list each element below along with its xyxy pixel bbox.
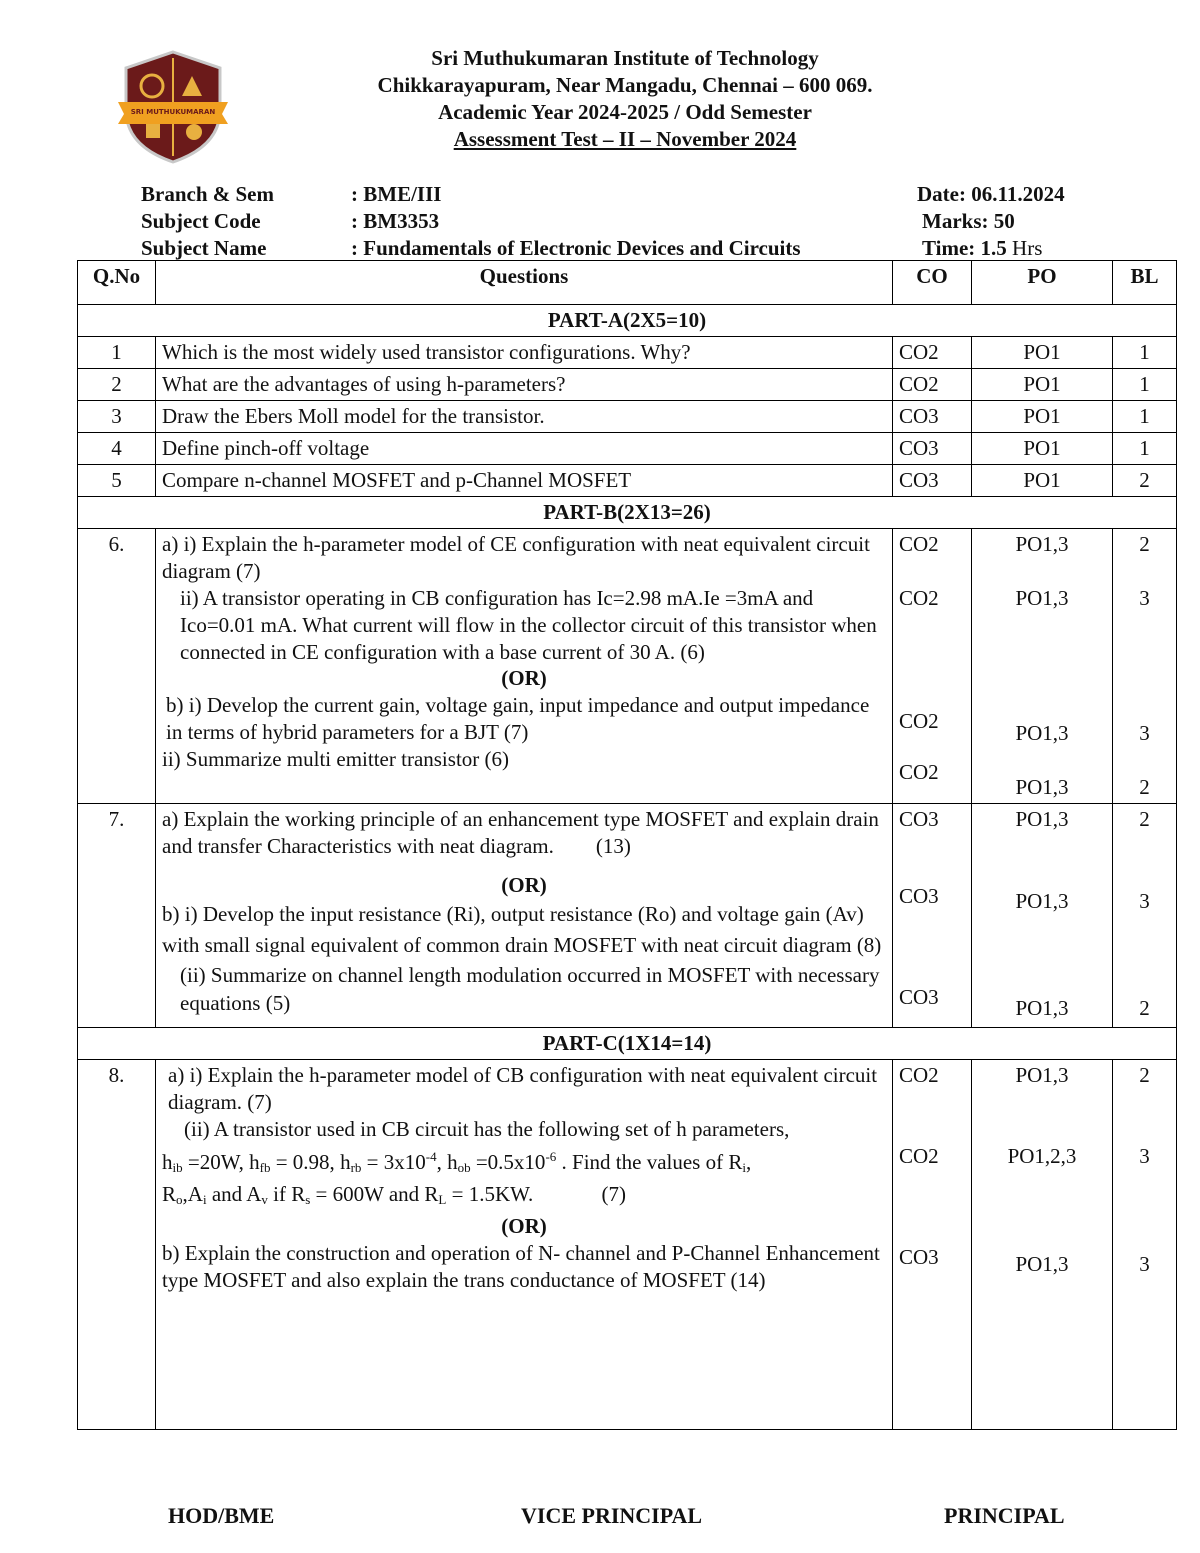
institute-address: Chikkarayapuram, Near Mangadu, Chennai – 600 069. [377,73,873,97]
branch-value: : BME/III [351,182,442,206]
co-cell: CO2 [893,369,972,401]
qno-cell: 2 [78,369,156,401]
po-cell [972,1060,1113,1430]
question-cell [156,1060,893,1430]
part-a-heading: PART-A(2X5=10) [78,305,1177,337]
bl-cell: 1 [1113,369,1177,401]
po-cell [972,804,1113,1028]
qno-cell: 8. [78,1060,156,1430]
co-value: CO2 [899,532,939,556]
bl-value: 3 [1139,721,1150,745]
co-cell [893,529,972,804]
qno-cell: 4 [78,433,156,465]
po-value: PO1,3 [1015,889,1069,913]
po-cell: PO1 [972,465,1113,497]
co-cell: CO3 [893,433,972,465]
co-cell [893,1060,972,1430]
co-value: CO3 [899,985,939,1009]
q8-find-values: $R_o,A_i$ and $A_v$ if $R_s = 600W$ and $R_L = 1.5KW$. (7) [162,1182,627,1207]
code-label: Subject Code [141,209,261,233]
co-value: CO2 [899,586,939,610]
bl-cell [1113,804,1177,1028]
logo-text: SRI MUTHUKUMARAN [130,108,216,116]
question-table [77,260,1177,1430]
table-row [78,465,1177,497]
bl-value: 2 [1139,775,1150,799]
bl-cell: 1 [1113,433,1177,465]
qno-cell: 1 [78,337,156,369]
po-cell: PO1 [972,433,1113,465]
q6-a2: ii) A transistor operating in CB configuration has Ic=2.98 mA.Ie =3mA and Ico=0.01 mA. What current will flow in the collector circuit of this transistor when connected in CE configuration with a base current of 30 A. (6) [180,586,877,664]
col-questions: Questions [156,261,893,305]
po-value: PO1,3 [1015,532,1069,556]
q7-b1: b) i) Develop the input resistance (Ri), output resistance (Ro) and voltage gain (Av) with small signal equivalent of common drain MOSFET with neat circuit diagram (8) [162,902,882,957]
co-value: CO3 [899,884,939,908]
col-co: CO [893,261,972,305]
qno-cell: 5 [78,465,156,497]
exam-marks: Marks: 50 [922,209,1015,233]
branch-label: Branch & Sem [141,182,274,206]
co-value: CO2 [899,1144,939,1168]
co-value: CO2 [899,1063,939,1087]
table-row [78,401,1177,433]
bl-cell [1113,529,1177,804]
po-cell: PO1 [972,369,1113,401]
q8-h-params: $h_{ib} =20W$, $h_{fb} = 0.98$, $h_{rb} = 3x10^{-4}$, $h_{ob} =0.5x10^{-6}$ . Find the values of $R_i$, [162,1149,752,1175]
bl-value: 3 [1139,586,1150,610]
question-cell: What are the advantages of using h-parameters? [156,369,893,401]
col-qno: Q.No [78,261,156,305]
test-title: Assessment Test – II – November 2024 [453,127,797,151]
bl-cell: 1 [1113,401,1177,433]
bl-value: 2 [1139,532,1150,556]
name-value: : Fundamentals of Electronic Devices and Circuits [351,236,801,260]
q6-a1: a) i) Explain the h-parameter model of CE configuration with neat equivalent circuit diagram (7) [162,532,870,583]
institute-logo [116,48,230,166]
po-cell [972,529,1113,804]
co-value: CO3 [899,1245,939,1269]
q7-b2: (ii) Summarize on channel length modulation occurred in MOSFET with necessary equations (5) [180,963,880,1015]
exam-date: Date: 06.11.2024 [917,182,1065,206]
question-cell: Compare n-channel MOSFET and p-Channel MOSFET [156,465,893,497]
shield-emblem-icon [116,48,230,166]
question-cell: Define pinch-off voltage [156,433,893,465]
qno-cell: 3 [78,401,156,433]
po-value: PO1,3 [1015,586,1069,610]
bl-cell [1113,1060,1177,1430]
po-cell: PO1 [972,401,1113,433]
po-value: PO1,3 [1015,1252,1069,1276]
q8-a2-intro: (ii) A transistor used in CB circuit has the following set of h parameters, [184,1117,790,1141]
q8-a1: a) i) Explain the h-parameter model of CB configuration with neat equivalent circuit diagram. (7) [168,1063,878,1114]
po-value: PO1,3 [1015,807,1069,831]
question-cell [156,804,893,1028]
co-value: CO3 [899,807,939,831]
exam-time: Time: 1.5 Hrs [922,236,1043,260]
qno-cell: 7. [78,804,156,1028]
po-value: PO1,3 [1015,721,1069,745]
q6-b2: ii) Summarize multi emitter transistor (6) [162,747,510,771]
table-row [78,369,1177,401]
bl-cell: 2 [1113,465,1177,497]
bl-cell: 1 [1113,337,1177,369]
part-c-heading: PART-C(1X14=14) [78,1028,1177,1060]
col-po: PO [972,261,1113,305]
bl-value: 2 [1139,996,1150,1020]
po-value: PO1,3 [1015,775,1069,799]
or-separator: (OR) [501,873,547,897]
qno-cell: 6. [78,529,156,804]
bl-value: 3 [1139,1252,1150,1276]
bl-value: 2 [1139,807,1150,831]
question-cell [156,529,893,804]
name-label: Subject Name [141,236,267,260]
table-row [78,804,1177,1028]
code-value: : BM3353 [351,209,440,233]
bl-value: 3 [1139,889,1150,913]
table-row [78,1060,1177,1430]
po-cell: PO1 [972,337,1113,369]
bl-value: 3 [1139,1144,1150,1168]
vice-principal-signature: VICE PRINCIPAL [521,1503,703,1528]
or-separator: (OR) [501,666,547,690]
academic-year: Academic Year 2024-2025 / Odd Semester [438,100,812,124]
q8-b: b) Explain the construction and operation of N- channel and P-Channel Enhancement type MOSFET and also explain the trans conductance of MOSFET (14) [162,1241,880,1292]
table-row [78,337,1177,369]
question-cell: Which is the most widely used transistor configurations. Why? [156,337,893,369]
hod-signature: HOD/BME [168,1503,275,1528]
table-row [78,529,1177,804]
table-header-row [78,261,1177,305]
co-value: CO2 [899,760,939,784]
institute-name: Sri Muthukumaran Institute of Technology [431,46,819,70]
po-value: PO1,2,3 [1007,1144,1077,1168]
table-row [78,433,1177,465]
co-cell: CO2 [893,337,972,369]
po-value: PO1,3 [1015,1063,1069,1087]
q7-a: a) Explain the working principle of an enhancement type MOSFET and explain drain and transfer Characteristics with neat diagram. (13) [162,807,879,858]
co-cell [893,804,972,1028]
co-cell: CO3 [893,401,972,433]
bl-value: 2 [1139,1063,1150,1087]
po-value: PO1,3 [1015,996,1069,1020]
question-cell: Draw the Ebers Moll model for the transistor. [156,401,893,433]
part-b-heading: PART-B(2X13=26) [78,497,1177,529]
principal-signature: PRINCIPAL [944,1503,1065,1528]
q6-b1: b) i) Develop the current gain, voltage gain, input impedance and output impedance in terms of hybrid parameters for a BJT (7) [166,693,870,744]
co-cell: CO3 [893,465,972,497]
co-value: CO2 [899,709,939,733]
col-bl: BL [1113,261,1177,305]
or-separator: (OR) [501,1214,547,1238]
